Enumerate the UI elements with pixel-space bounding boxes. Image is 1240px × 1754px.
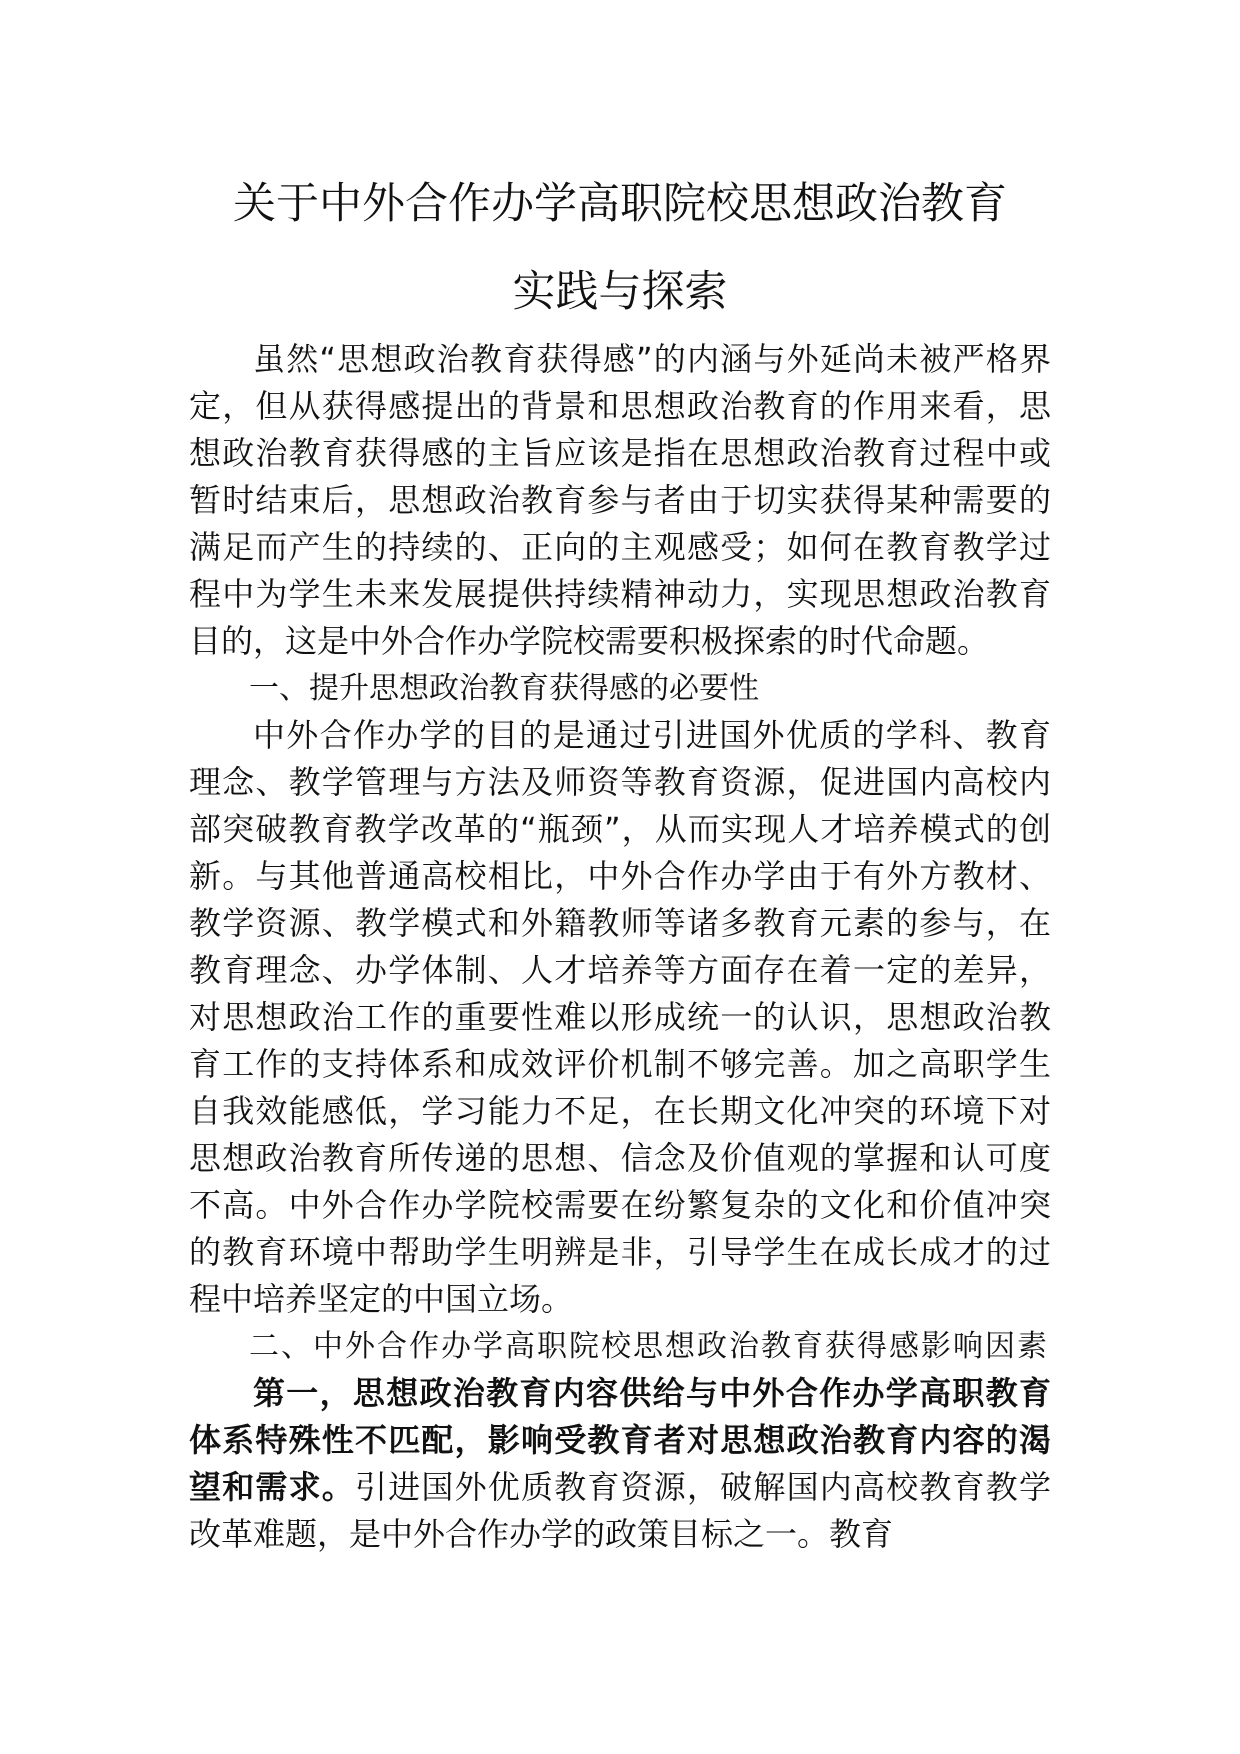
- section-2-body-text: 引进国外优质教育资源，破解国内高校教育教学改革难题，是中外合作办学的政策目标之一。教育: [189, 1468, 1051, 1553]
- section-2-paragraph: [189, 1370, 1051, 1558]
- intro-paragraph: 虽然“思想政治教育获得感”的内涵与外延尚未被严格界定，但从获得感提出的背景和思想政治教育的作用来看，思想政治教育获得感的主旨应该是指在思想政治教育过程中或暂时结束后，思想政治教育参与者由于切实获得某种需要的满足而产生的持续的、正向的主观感受；如何在教育教学过程中为学生未来发展提供持续精神动力，实现思想政治教育目的，这是中外合作办学院校需要积极探索的时代命题。: [189, 340, 1051, 660]
- section-heading-2: 二、中外合作办学高职院校思想政治教育获得感影响因素: [249, 1329, 1049, 1364]
- title-line-1: 关于中外合作办学高职院校思想政治教育: [233, 179, 1007, 229]
- title-line-2: 实践与探索: [512, 267, 728, 317]
- section-2-lead-sentence: 第一，思想政治教育内容供给与中外合作办学高职教育体系特殊性不匹配，影响受教育者对思想政治教育内容的渴望和需求。: [189, 1374, 1051, 1506]
- section-heading-1: 一、提升思想政治教育获得感的必要性: [249, 671, 759, 706]
- document-title: [189, 160, 1051, 336]
- section-1-paragraph: 中外合作办学的目的是通过引进国外优质的学科、教育理念、教学管理与方法及师资等教育资源，促进国内高校内部突破教育教学改革的“瓶颈”，从而实现人才培养模式的创新。与其他普通高校相比，中外合作办学由于有外方教材、教学资源、教学模式和外籍教师等诸多教育元素的参与，在教育理念、办学体制、人才培养等方面存在着一定的差异，对思想政治工作的重要性难以形成统一的认识，思想政治教育工作的支持体系和成效评价机制不够完善。加之高职学生自我效能感低，学习能力不足，在长期文化冲突的环境下对思想政治教育所传递的思想、信念及价值观的掌握和认可度不高。中外合作办学院校需要在纷繁复杂的文化和价值冲突的教育环境中帮助学生明辨是非，引导学生在成长成才的过程中培养坚定的中国立场。: [189, 716, 1051, 1318]
- document-page: [189, 160, 1051, 1558]
